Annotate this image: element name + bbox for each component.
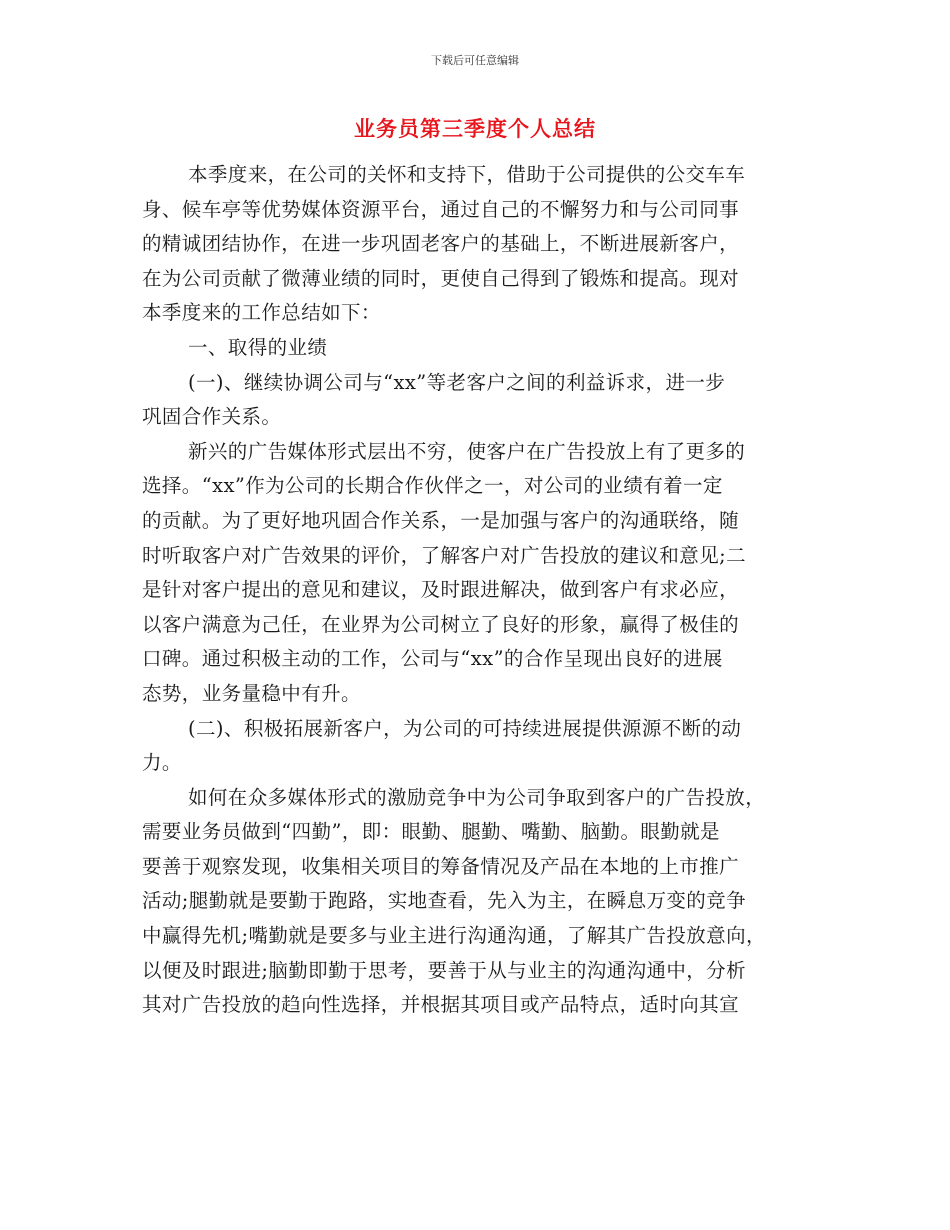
text-line: 身、候车亭等优势媒体资源平台，通过自己的不懈努力和与公司同事 [142, 197, 740, 221]
text-line: 如何在众多媒体形式的激励竞争中为公司争取到客户的广告投放， [188, 785, 766, 809]
text-line: 需要业务员做到“四勤”，即：眼勤、腿勤、嘴勤、脑勤。眼勤就是 [142, 820, 720, 844]
header-note: 下载后可任意编辑 [431, 54, 519, 67]
document-body [142, 158, 810, 1023]
text-line: 本季度来的工作总结如下： [142, 301, 381, 325]
text-line: 在为公司贡献了微薄业绩的同时，更使自己得到了锻炼和提高。现对 [142, 266, 740, 290]
text-line: 要善于观察发现，收集相关项目的筹备情况及产品在本地的上市推广 [142, 854, 740, 878]
text-line: 巩固合作关系。 [142, 405, 282, 429]
text-line: 选择。“xx”作为公司的长期合作伙伴之一，对公司的业绩有着一定 [142, 474, 723, 498]
text-line: 中赢得先机;嘴勤就是要多与业主进行沟通沟通，了解其广告投放意向， [142, 924, 766, 948]
text-line: 态势，业务量稳中有升。 [142, 681, 361, 705]
text-line: 时听取客户对广告效果的评价，了解客户对广告投放的建议和意见;二 [142, 543, 746, 567]
text-line: 新兴的广告媒体形式层出不穷，使客户在广告投放上有了更多的 [188, 439, 746, 463]
text-line: 口碑。通过积极主动的工作，公司与“xx”的合作呈现出良好的进展 [142, 647, 723, 671]
text-line: 是针对客户提出的意见和建议，及时跟进解决，做到客户有求必应， [142, 578, 740, 602]
document-title: 业务员第三季度个人总结 [354, 117, 596, 141]
text-line: 活动;腿勤就是要勤于跑路，实地查看，先入为主，在瞬息万变的竞争 [142, 889, 746, 913]
text-line: 一、取得的业绩 [188, 335, 328, 359]
text-line: 力。 [142, 751, 182, 775]
text-line: (一)、继续协调公司与“xx”等老客户之间的利益诉求，进一步 [188, 370, 726, 394]
text-line: (二)、积极拓展新客户，为公司的可持续进展提供源源不断的动 [188, 716, 742, 740]
text-line: 的精诚团结协作，在进一步巩固老客户的基础上，不断进展新客户， [142, 232, 740, 256]
text-line: 本季度来，在公司的关怀和支持下，借助于公司提供的公交车车 [188, 163, 746, 186]
text-line: 以客户满意为己任，在业界为公司树立了良好的形象，赢得了极佳的 [142, 612, 740, 636]
text-line: 的贡献。为了更好地巩固合作关系，一是加强与客户的沟通联络，随 [142, 508, 740, 532]
text-line: 以便及时跟进;脑勤即勤于思考，要善于从与业主的沟通沟通中，分析 [142, 958, 746, 982]
text-line: 其对广告投放的趋向性选择，并根据其项目或产品特点，适时向其宣 [142, 993, 740, 1017]
